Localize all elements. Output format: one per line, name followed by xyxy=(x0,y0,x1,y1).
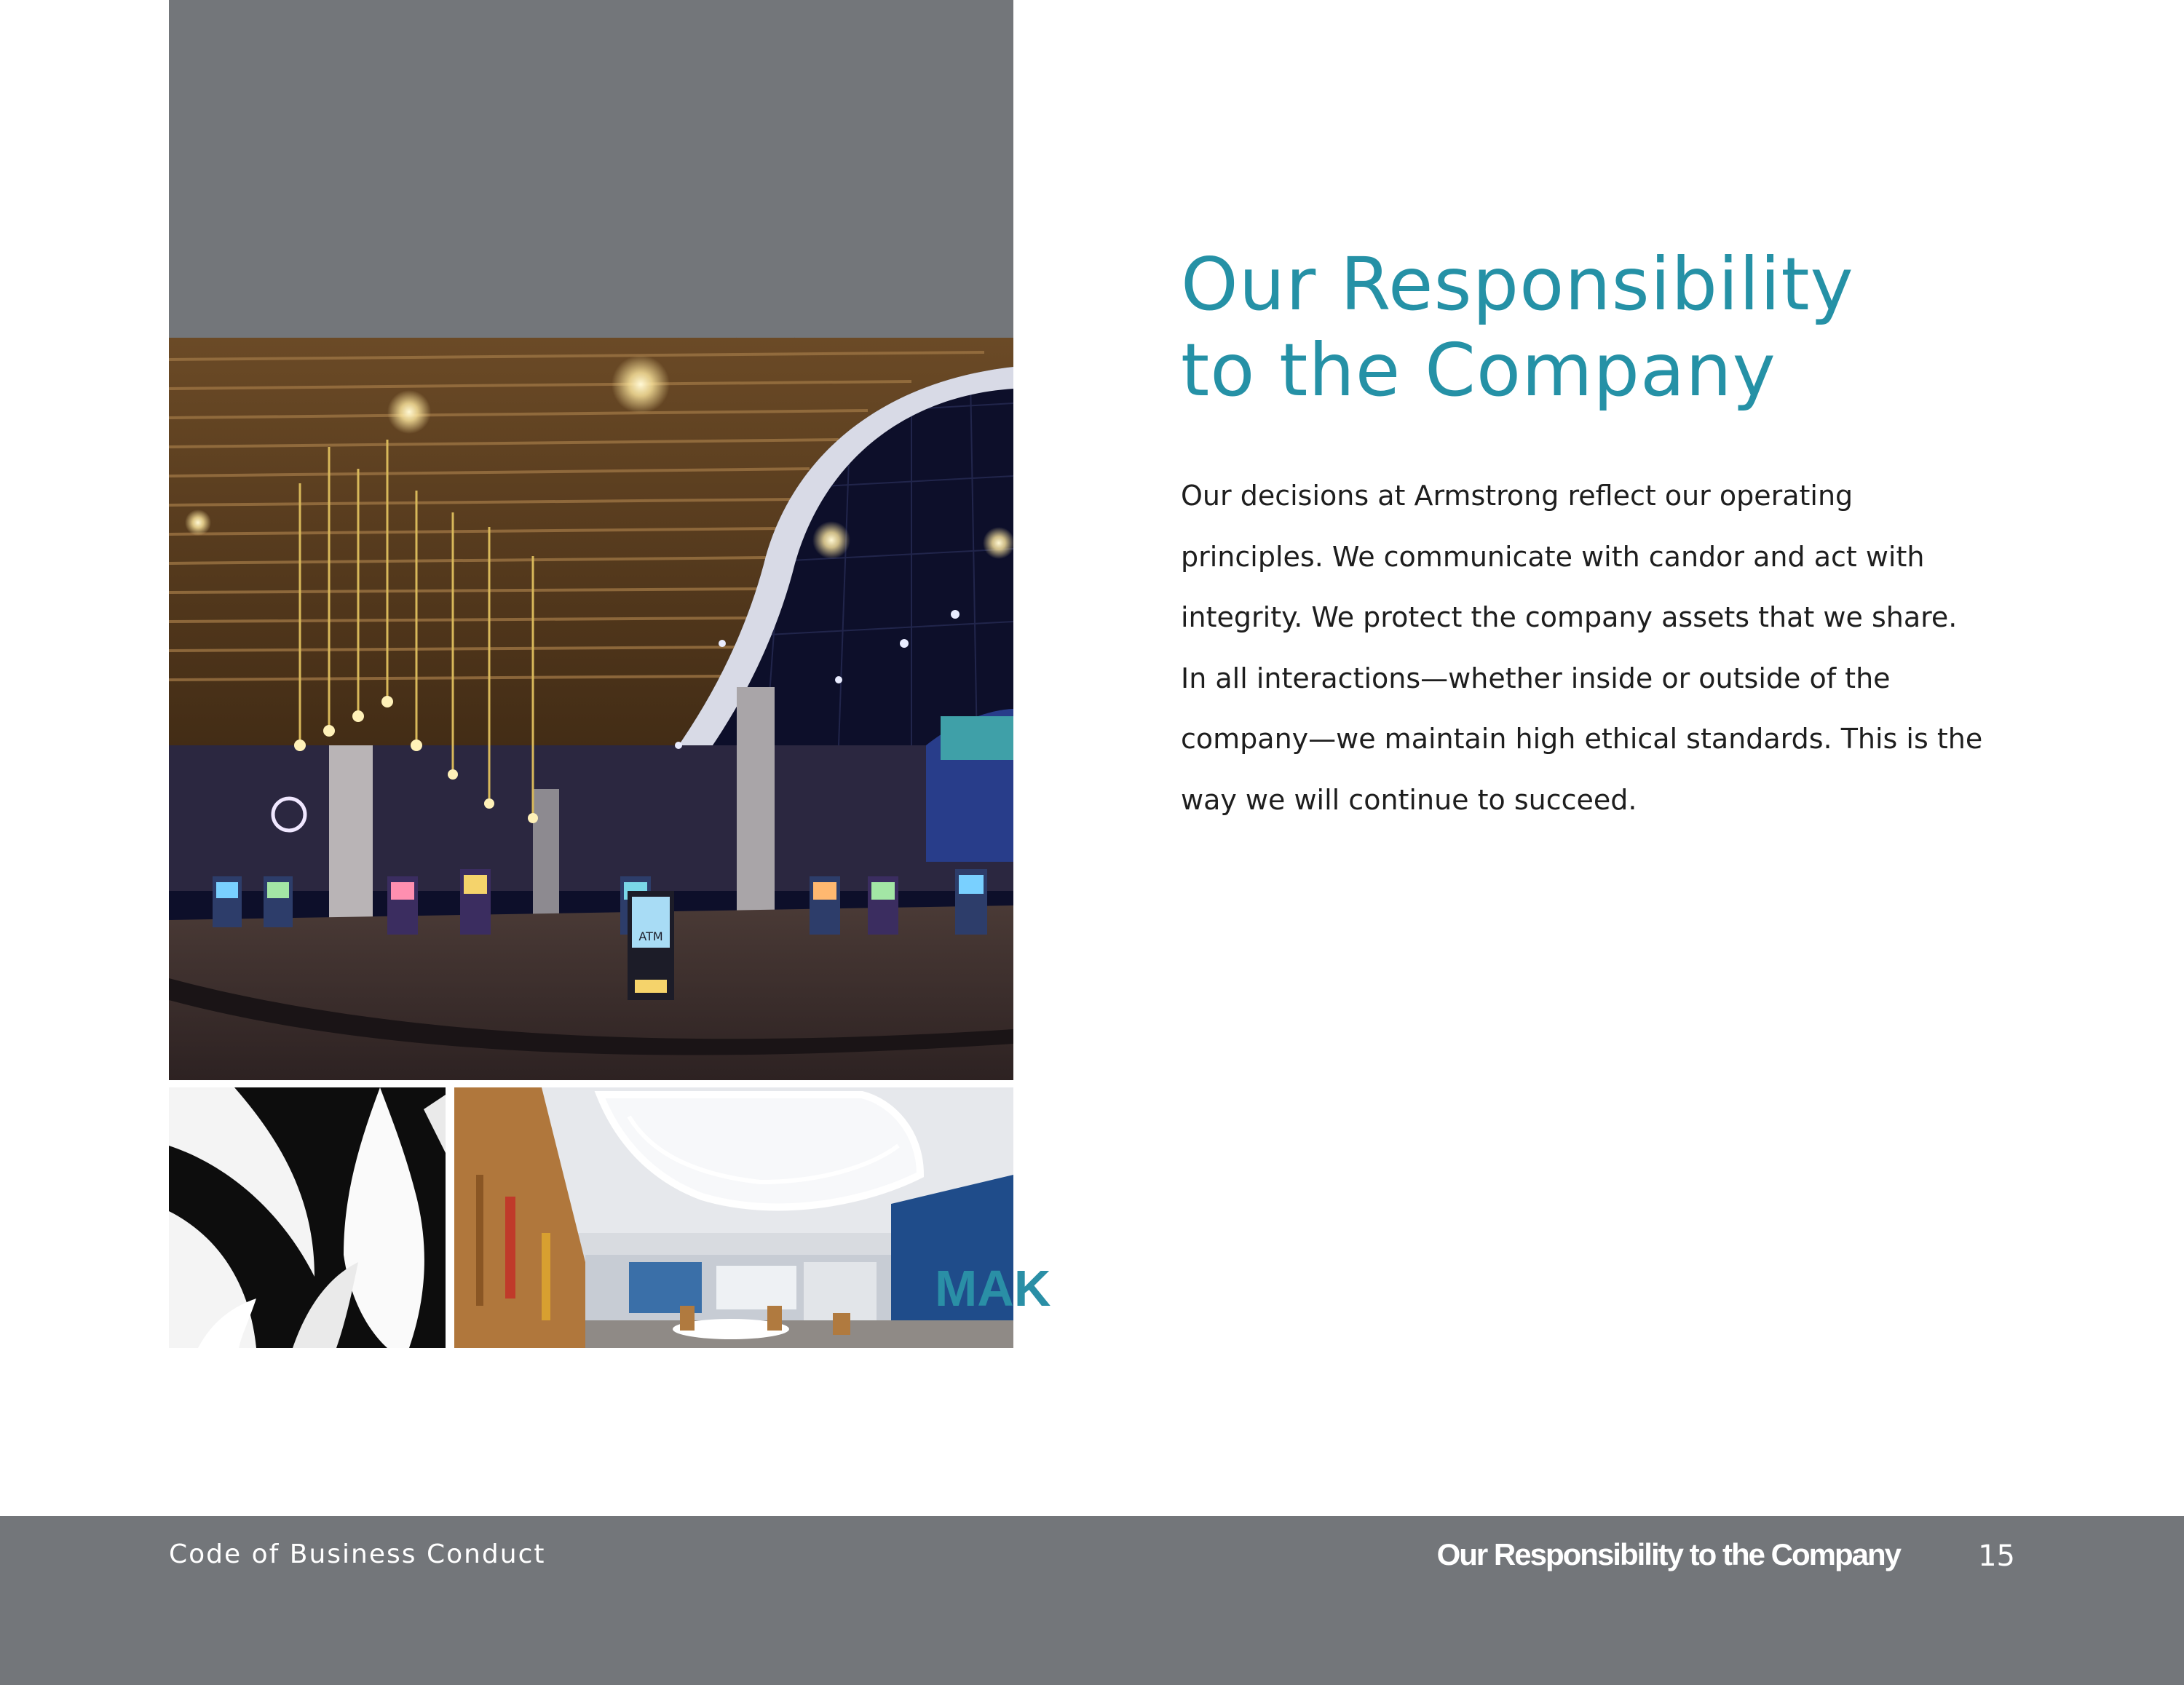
page-title-line: to the Company xyxy=(1181,328,1776,413)
lounge-wall-letters: MAK xyxy=(935,1260,1051,1317)
intro-line: principles. We communicate with candor and act with xyxy=(1181,540,1925,573)
intro-line: company—we maintain high ethical standards. This is the xyxy=(1181,723,1983,755)
page-title xyxy=(1181,242,2091,413)
sculptural-ceiling-photo xyxy=(169,1087,446,1348)
footer-document-name: Code of Business Conduct xyxy=(169,1539,546,1569)
page-title-line: Our Responsibility xyxy=(1181,242,1854,327)
intro-line: way we will continue to succeed. xyxy=(1181,783,1637,816)
intro-line: In all interactions—whether inside or outside of the xyxy=(1181,662,1891,694)
footer-section-name: Our Responsibility to the Company xyxy=(1436,1537,1900,1571)
grey-header-block xyxy=(169,0,1013,338)
casino-interior-photo xyxy=(169,338,1013,1080)
intro-paragraph xyxy=(1181,466,2014,830)
lounge-interior-photo xyxy=(454,1087,1051,1348)
footer-page-number: 15 xyxy=(1978,1539,2015,1573)
atm-sign: ATM xyxy=(638,929,663,943)
intro-line: Our decisions at Armstrong reflect our operating xyxy=(1181,480,1853,512)
intro-line: integrity. We protect the company assets that we share. xyxy=(1181,601,1958,633)
